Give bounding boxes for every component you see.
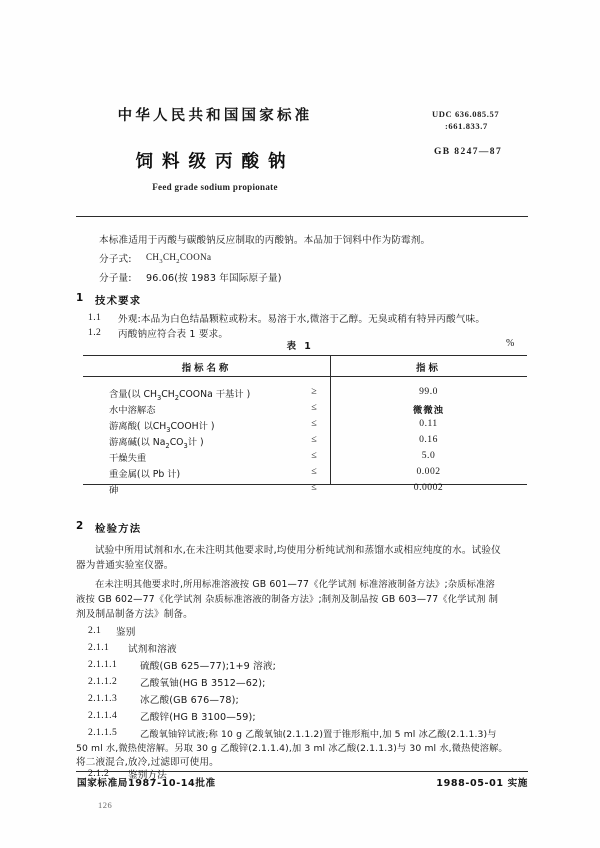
approval-statement: 国家标准局1987-10-14批准 xyxy=(77,778,216,789)
clause-2-1-1-4-text: 乙酸锌(HG B 3100—59); xyxy=(140,712,256,723)
molecular-formula-label: 分子式: xyxy=(99,254,132,265)
row-value: 0.11 xyxy=(419,418,438,429)
section-1-heading: 技术要求 xyxy=(95,295,142,307)
row-operator: ≥ xyxy=(311,386,317,397)
row-label: 游离酸( 以$CH_3COOH$计 ) xyxy=(109,421,215,434)
section-1-number: 1 xyxy=(76,292,85,304)
row-operator: ≤ xyxy=(311,482,317,493)
udc-code xyxy=(432,108,499,132)
clause-2-1-1-2-text: 乙酸氧铀(HG B 3512—62); xyxy=(140,678,266,689)
section-2-para2-line3: 剂及制品制备方法》制备。 xyxy=(76,609,193,620)
table-row xyxy=(83,450,527,465)
row-value: 0.0002 xyxy=(413,482,444,493)
section-2-number: 2 xyxy=(76,520,85,532)
clause-2-1-1-number: 2.1.1 xyxy=(88,642,110,653)
section-2-heading: 检验方法 xyxy=(95,523,142,535)
clause-2-1-1-heading: 试剂和溶液 xyxy=(128,644,177,655)
table-1 xyxy=(83,355,527,496)
table-row xyxy=(83,466,527,481)
clause-2-1-1-5-line1: 乙酸氧铀锌试液;称 10 g 乙酸氧铀(2.1.1.2)置于锥形瓶中,加 5 ml 冰乙酸(2.1.1.3)与 xyxy=(140,729,497,740)
clause-1-1-text: 外观:本品为白色结晶颗粒或粉末。易溶于水,微溶于乙醇。无臭或稍有特异丙酸气味。 xyxy=(118,314,486,325)
row-label: 砷 xyxy=(109,485,119,496)
row-label: 含量(以 $CH_3CH_2COONa$ 干基计 ) xyxy=(109,389,251,402)
section-2-para2-line1: 在未注明其他要求时,所用标准溶液按 GB 601—77《化学试剂 标准溶液制备方法》;杂质标准溶 xyxy=(95,579,495,590)
table-row xyxy=(83,482,527,497)
row-operator: ≤ xyxy=(311,450,317,461)
table-row xyxy=(83,434,527,449)
row-operator: ≤ xyxy=(311,466,317,477)
row-label: 重金属(以 Pb 计) xyxy=(109,469,181,480)
implementation-date: 1988-05-01 实施 xyxy=(436,778,528,789)
section-2-para1-line1: 试验中所用试剂和水,在未注明其他要求时,均使用分析纯试剂和蒸馏水或相应纯度的水。试验仪 xyxy=(95,545,501,556)
clause-2-1-1-4-number: 2.1.1.4 xyxy=(88,710,118,721)
row-value: 0.16 xyxy=(419,434,438,445)
row-value: 5.0 xyxy=(421,450,436,461)
section-2-para2-line2: 液按 GB 602—77《化学试剂 杂质标准溶液的制备方法》;制剂及制品按 GB 603—77《化学试剂 制 xyxy=(76,594,499,605)
national-standard-label: 中华人民共和国国家标准 xyxy=(117,108,313,124)
table-row xyxy=(83,402,527,417)
clause-1-1-number: 1.1 xyxy=(88,312,102,323)
clause-2-1-2-number: 2.1.2 xyxy=(88,768,110,779)
clause-2-1-1-5-line3: 将二液混合,放冷,过滤即可使用。 xyxy=(76,757,219,768)
udc-line-2: :661.833.7 xyxy=(445,121,488,131)
molecular-formula-value: $CH_3CH_2COONa$ xyxy=(146,252,212,265)
row-operator: ≤ xyxy=(311,418,317,429)
row-label: 游离碱(以 $Na_2CO_3$计 ) xyxy=(109,437,204,450)
clause-2-1-1-3-text: 冰乙酸(GB 676—78); xyxy=(140,695,239,706)
scope-paragraph: 本标准适用于丙酸与碳酸钠反应制取的丙酸钠。本品加于饲料中作为防霉剂。 xyxy=(99,235,431,246)
table-1-caption: 表 1 xyxy=(286,341,314,352)
page-number: 126 xyxy=(98,800,113,810)
row-label: 干燥失重 xyxy=(109,453,147,464)
row-operator: ≤ xyxy=(311,434,317,445)
row-operator: ≤ xyxy=(311,402,317,413)
standard-number: GB 8247—87 xyxy=(434,147,503,157)
row-label: 水中溶解态 xyxy=(109,405,156,416)
page-title: 饲料级丙酸钠 xyxy=(135,152,295,172)
clause-2-1-1-2-number: 2.1.1.2 xyxy=(88,676,118,687)
header-divider xyxy=(76,216,528,217)
clause-2-1-1-1-number: 2.1.1.1 xyxy=(88,659,118,670)
page-title-english: Feed grade sodium propionate xyxy=(152,182,278,192)
molecular-mass-label: 分子量: xyxy=(99,273,132,284)
clause-2-1-1-5-number: 2.1.1.5 xyxy=(88,727,118,738)
footer-divider xyxy=(76,771,528,772)
clause-2-1-1-3-number: 2.1.1.3 xyxy=(88,693,118,704)
table-row xyxy=(83,418,527,433)
table-1-unit: % xyxy=(506,338,515,349)
table-row xyxy=(83,386,527,401)
molecular-mass-value: 96.06(按 1983 年国际原子量) xyxy=(146,273,282,284)
clause-2-1-2-heading: 鉴别方法 xyxy=(128,770,167,781)
clause-1-2-number: 1.2 xyxy=(88,327,102,338)
udc-line-1: UDC 636.085.57 xyxy=(432,109,500,119)
clause-2-1-number: 2.1 xyxy=(88,625,102,636)
row-value: 99.0 xyxy=(419,386,438,397)
clause-2-1-1-1-text: 硫酸(GB 625—77);1+9 溶液; xyxy=(140,661,276,672)
column-header-indicator-value: 指标 xyxy=(416,363,441,374)
row-value: 微微浊 xyxy=(413,405,444,416)
clause-2-1-1-5-line2: 50 ml 水,微热使溶解。另取 30 g 乙酸锌(2.1.1.4),加 3 ml 冰乙酸(2.1.1.3)与 30 ml 水,微热使溶解。 xyxy=(76,743,508,754)
section-2-para1-line2: 器为普通实验室仪器。 xyxy=(76,560,174,571)
clause-2-1-heading: 鉴别 xyxy=(116,627,136,638)
row-value: 0.002 xyxy=(416,466,441,477)
clause-1-2-text: 丙酸钠应符合表 1 要求。 xyxy=(118,329,229,340)
column-header-indicator-name: 指标名称 xyxy=(181,363,232,374)
